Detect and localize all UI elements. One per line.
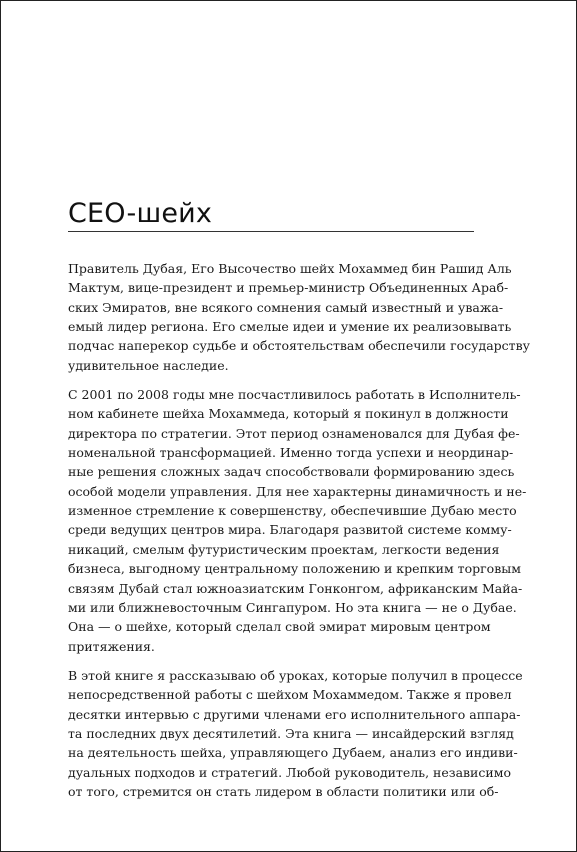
text-line: В этой книге я рассказываю об уроках, которые получил в процессе	[68, 667, 523, 683]
text-line: директора по стратегии. Этот период ознаменовался для Дубая фе-	[68, 425, 520, 441]
text-line: никаций, смелым футуристическим проектам, легкости ведения	[68, 541, 500, 557]
text-line: дуальных подходов и стратегий. Любой руководитель, независимо	[68, 764, 511, 780]
text-line: связям Дубай стал южноазиатским Гонконгом, африканским Майа-	[68, 580, 523, 596]
text-line: притяжения.	[68, 638, 155, 654]
text-line: бизнеса, выгодному центральному положению и крепким торговым	[68, 561, 521, 577]
chapter-title: CEO-шейх	[68, 198, 213, 229]
text-line: емый лидер региона. Его смелые идеи и умение их реализовывать	[68, 319, 512, 335]
text-line: Она — о шейхе, который сделал свой эмират мировым центром	[68, 619, 491, 635]
text-line: непосредственной работы с шейхом Мохаммедом. Также я провел	[68, 687, 512, 703]
text-line: ми или ближневосточным Сингапуром. Но эта книга — не о Дубае.	[68, 599, 517, 615]
text-line: от того, стремится он стать лидером в области политики или об-	[68, 783, 499, 799]
text-line: номенальной трансформацией. Именно тогда успехи и неординар-	[68, 445, 514, 461]
text-line: Мактум, вице-президент и премьер-министр Объединенных Араб-	[68, 280, 509, 296]
paragraph-2	[68, 385, 527, 656]
chapter-body	[68, 259, 530, 811]
text-line: удивительное наследие.	[68, 357, 229, 373]
text-line: ских Эмиратов, вне всякого сомнения самый известный и уважа-	[68, 299, 504, 315]
text-line: С 2001 по 2008 годы мне посчастливилось работать в Исполнитель-	[68, 387, 521, 403]
text-line: особой модели управления. Для нее характерны динамичность и не-	[68, 483, 527, 499]
paragraph-3	[68, 666, 523, 801]
text-line: та последних двух десятилетий. Эта книга — инсайдерский взгляд	[68, 725, 514, 741]
paragraph-1	[68, 259, 530, 375]
text-line: изменное стремление к совершенству, обеспечившие Дубаю место	[68, 503, 517, 519]
title-underline-rule	[68, 231, 474, 232]
text-line: ные решения сложных задач способствовали формированию здесь	[68, 464, 515, 480]
text-line: подчас наперекор судьбе и обстоятельствам обеспечили государству	[68, 338, 530, 354]
text-line: среди ведущих центров мира. Благодаря развитой системе комму-	[68, 522, 512, 538]
text-line: на деятельность шейха, управляющего Дубаем, анализ его индиви-	[68, 745, 518, 761]
text-line: десятки интервью с другими членами его исполнительного аппара-	[68, 706, 521, 722]
text-line: Правитель Дубая, Его Высочество шейх Мохаммед бин Рашид Аль	[68, 261, 512, 276]
text-line: ном кабинете шейха Мохаммеда, который я покинул в должности	[68, 406, 509, 422]
